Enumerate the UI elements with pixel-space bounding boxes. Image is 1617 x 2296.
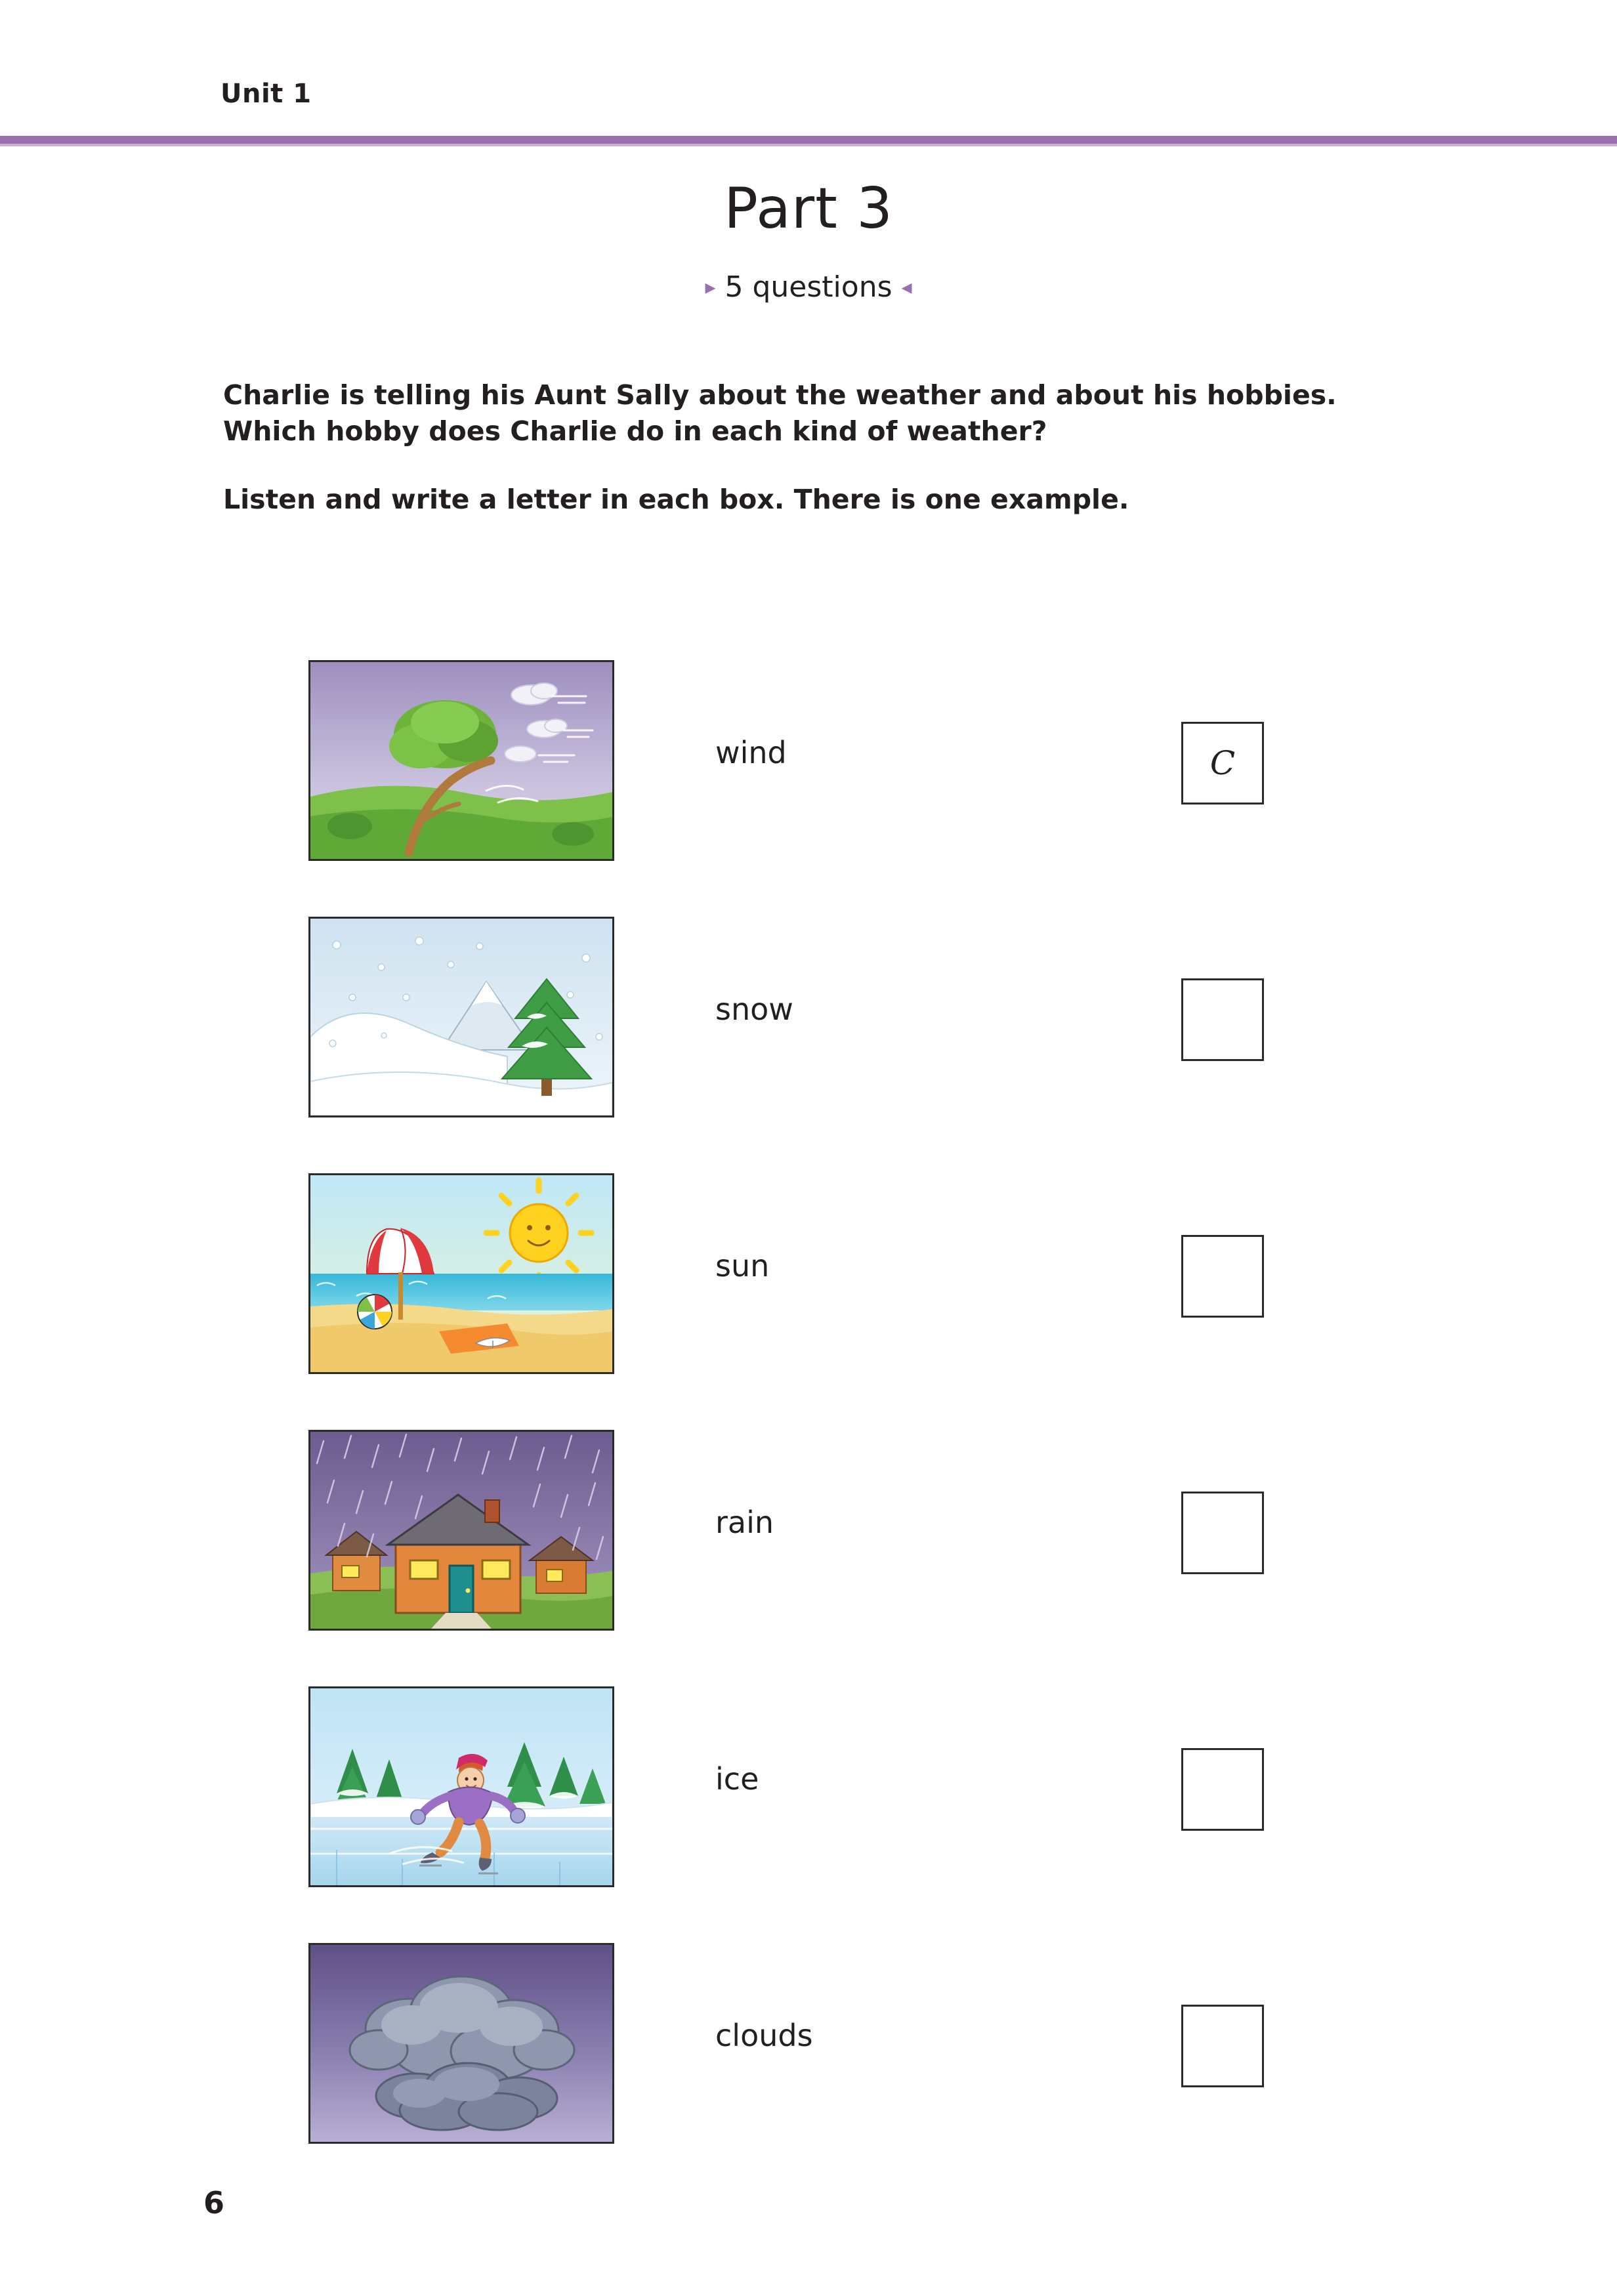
- rainy-house-illustration: [308, 1430, 614, 1631]
- arrow-right-icon: ▸: [705, 274, 716, 299]
- word-label: clouds: [715, 2018, 813, 2053]
- list-item: [0, 1169, 1617, 1426]
- answer-box[interactable]: [1181, 978, 1264, 1061]
- word-label: wind: [715, 735, 787, 770]
- list-item: [0, 1426, 1617, 1682]
- question-list: [0, 656, 1617, 2196]
- page-title: Part 3: [724, 176, 893, 241]
- answer-box[interactable]: [1181, 1748, 1264, 1831]
- answer-box[interactable]: C: [1181, 722, 1264, 804]
- answer-box[interactable]: [1181, 1235, 1264, 1318]
- questions-count-label: 5 questions: [724, 270, 892, 304]
- answer-box[interactable]: [1181, 2005, 1264, 2087]
- instructions: [223, 377, 1404, 518]
- word-label: sun: [715, 1248, 770, 1284]
- answer-box[interactable]: [1181, 1492, 1264, 1574]
- windy-tree-illustration: [308, 660, 614, 861]
- snowy-mountain-tree-illustration: [308, 917, 614, 1117]
- word-label: snow: [715, 991, 793, 1027]
- sunny-beach-illustration: [308, 1173, 614, 1374]
- header-rule-secondary: [0, 144, 1617, 146]
- instructions-line-1: Charlie is telling his Aunt Sally about the weather and about his hobbies. Which hobby does Charlie do in each kind of weather?: [223, 379, 1337, 448]
- list-item: [0, 1682, 1617, 1939]
- header-rule: [0, 136, 1617, 144]
- list-item: [0, 656, 1617, 913]
- list-item: [0, 913, 1617, 1169]
- questions-count: [0, 270, 1617, 304]
- page-number: 6: [203, 2185, 225, 2221]
- ice-skating-boy-illustration: [308, 1686, 614, 1887]
- word-label: ice: [715, 1761, 759, 1797]
- word-label: rain: [715, 1505, 774, 1540]
- list-item: [0, 1939, 1617, 2196]
- arrow-left-icon: ◂: [901, 274, 912, 299]
- instructions-line-2: Listen and write a letter in each box. There is one example.: [223, 483, 1129, 515]
- unit-label: Unit 1: [220, 79, 312, 109]
- dark-clouds-illustration: [308, 1943, 614, 2144]
